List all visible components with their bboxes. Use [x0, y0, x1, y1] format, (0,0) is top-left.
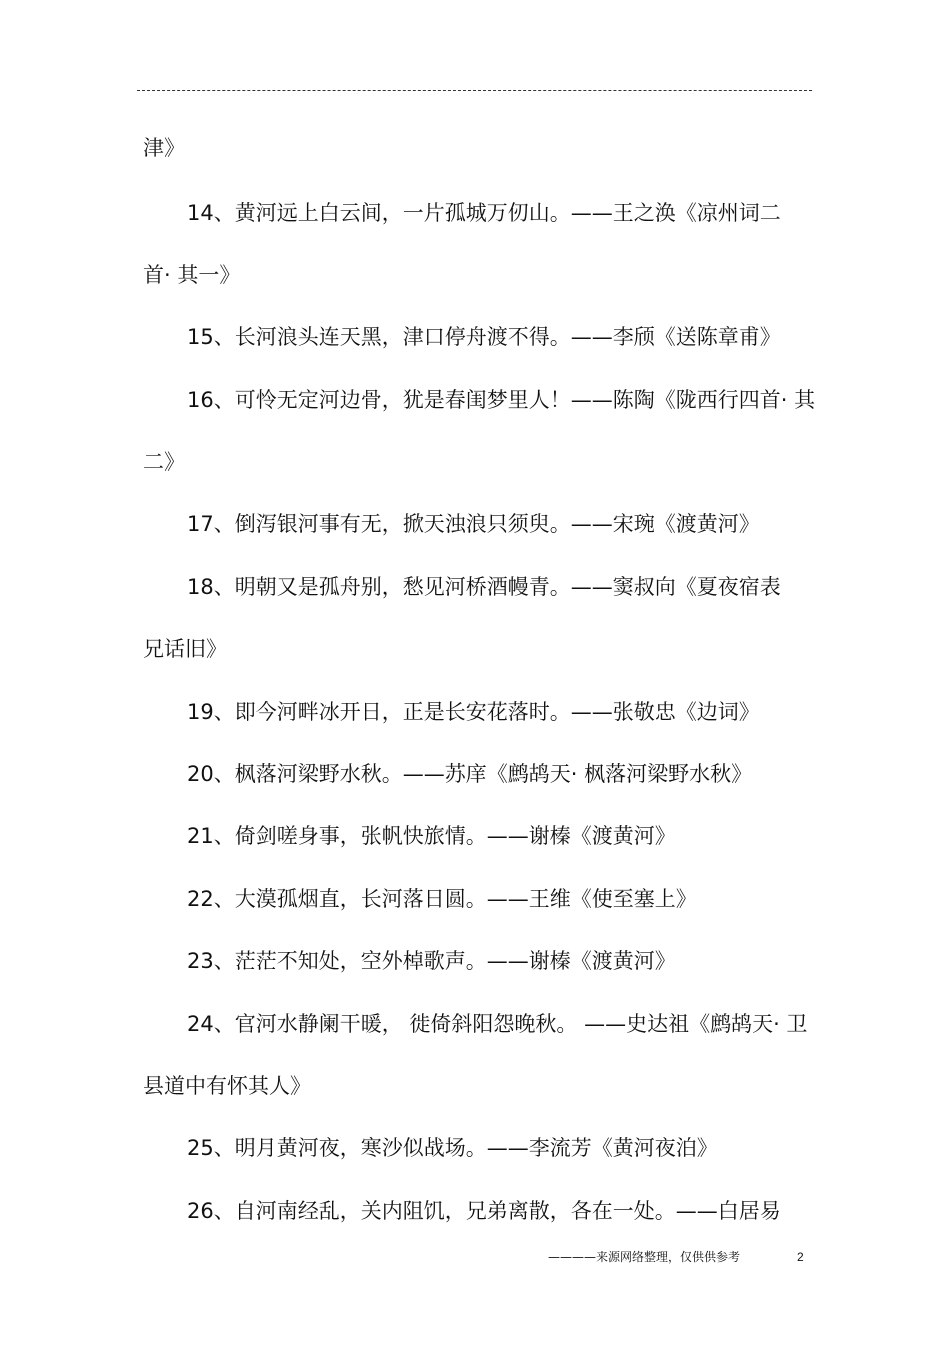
text-line: 津》 — [143, 136, 185, 160]
text-line: 15、长河浪头连天黑，津口停舟渡不得。——李颀《送陈章甫》 — [187, 325, 781, 349]
text-line: 19、即今河畔冰开日，正是长安花落时。——张敬忠《边词》 — [187, 700, 760, 724]
text-line: 24、官河水静阑干暖， 徙倚斜阳怨晚秋。 ——史达祖《鹧鸪天· 卫 — [187, 1012, 808, 1036]
text-line: 25、明月黄河夜，寒沙似战场。——李流芳《黄河夜泊》 — [187, 1136, 718, 1160]
text-line: 兄话旧》 — [143, 637, 227, 661]
footer-note: ————来源网络整理，仅供供参考 — [548, 1250, 741, 1264]
header-divider — [137, 90, 812, 91]
text-line: 县道中有怀其人》 — [143, 1074, 311, 1098]
text-line: 20、枫落河梁野水秋。——苏庠《鹧鸪天· 枫落河梁野水秋》 — [187, 762, 753, 786]
text-line: 21、倚剑嗟身事，张帆快旅情。——谢榛《渡黄河》 — [187, 824, 676, 848]
text-line: 二》 — [143, 450, 185, 474]
text-line: 17、倒泻银河事有无，掀天浊浪只须臾。——宋琬《渡黄河》 — [187, 512, 760, 536]
text-line: 首· 其一》 — [143, 263, 241, 287]
text-line: 18、明朝又是孤舟别，愁见河桥酒幔青。——窦叔向《夏夜宿表 — [187, 575, 781, 599]
page-number: 2 — [797, 1250, 804, 1264]
text-line: 23、茫茫不知处，空外棹歌声。——谢榛《渡黄河》 — [187, 949, 676, 973]
text-line: 26、自河南经乱，关内阻饥，兄弟离散，各在一处。——白居易 — [187, 1199, 781, 1223]
text-line: 14、黄河远上白云间，一片孤城万仞山。——王之涣《凉州词二 — [187, 201, 781, 225]
text-line: 16、可怜无定河边骨，犹是春闺梦里人！——陈陶《陇西行四首· 其 — [187, 388, 816, 412]
text-line: 22、大漠孤烟直，长河落日圆。——王维《使至塞上》 — [187, 887, 697, 911]
